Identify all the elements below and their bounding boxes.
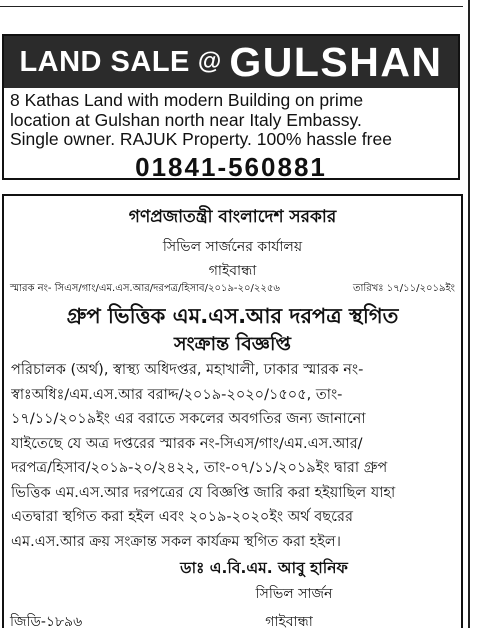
notice-body-line: পরিচালক (অর্থ), স্বাস্থ্য অধিদপ্তর, মহাখালী, ঢাকার স্মারক নং-: [11, 362, 364, 378]
ad-banner-land: LAND SALE: [19, 45, 190, 78]
ad-line: 8 Kathas Land with modern Building on prime: [10, 90, 364, 110]
government-notice: [2, 194, 463, 628]
ad-line: location at Gulshan north near Italy Embassy.: [10, 109, 362, 130]
notice-date: তারিখঃ ১৭/১১/২০১৯ইং: [352, 283, 455, 294]
gd-number: জিডি-১৮৯৬: [10, 614, 83, 630]
notice-body: [11, 358, 455, 554]
notice-place: গাইবান্ধা: [208, 263, 257, 279]
land-sale-advertisement: [2, 34, 460, 180]
ad-phone-number: 01841-560881: [135, 152, 327, 182]
notice-office: সিভিল সার্জনের কার্যালয়: [162, 239, 303, 255]
signatory-place: গাইবান্ধা: [265, 614, 313, 630]
notice-body-line: ১৭/১১/২০১৯ইং এর বরাতে সকলের অবগতির জন্য জানানো: [11, 411, 366, 427]
notice-body-line: যাইতেছে যে অত্র দপ্তরের স্মারক নং-সিএস/গাং/এম.এস.আর/: [11, 435, 363, 452]
notice-body-line: এম.এস.আর ক্রয় সংক্রান্ত সকল কার্যক্রম স্থগিত করা হইল।: [11, 533, 341, 550]
notice-reference: স্মারক নং- সিএস/গাং/এম.এস.আর/দরপত্র/হিসাব/২০১৯-২০/২২৫৬: [10, 283, 280, 294]
notice-body-line: স্বাঃঅধিঃ/এম.এস.আর বরাদ্দ/২০১৯-২০২০/১৫০৫, তাং-: [11, 386, 343, 403]
ad-description: [10, 91, 456, 150]
top-divider: [0, 6, 463, 7]
column-divider: [468, 0, 470, 628]
notice-heading-subtitle: সংক্রান্ত বিজ্ঞপ্তি: [173, 333, 292, 355]
notice-body-line: এতদ্বারা স্থগিত করা হইল এবং ২০১৯-২০২০ইং অর্থ বছরের: [11, 509, 353, 525]
ad-banner-place: GULSHAN: [229, 38, 443, 85]
signatory-title: সিভিল সার্জন: [255, 586, 333, 602]
signatory-name: ডাঃ এ.বি.এম. আবু হানিফ: [180, 559, 348, 577]
ad-banner-at: @: [197, 48, 222, 75]
notice-heading: গ্রুপ ভিত্তিক এম.এস.আর দরপত্র স্থগিত: [66, 304, 399, 328]
notice-government: গণপ্রজাতন্ত্রী বাংলাদেশ সরকার: [128, 207, 337, 227]
notice-body-line: দরপত্র/হিসাব/২০১৯-২০/২৪২২, তাং-০৭/১১/২০১৯ইং দ্বারা গ্রুপ: [11, 460, 388, 476]
notice-body-line: ভিত্তিক এম.এস.আর দরপত্রের যে বিজ্ঞপ্তি জারি করা হইয়াছিল যাহা: [11, 484, 396, 501]
ad-banner: [4, 36, 458, 88]
ad-line: Single owner. RAJUK Property. 100% hassle free: [10, 129, 392, 149]
